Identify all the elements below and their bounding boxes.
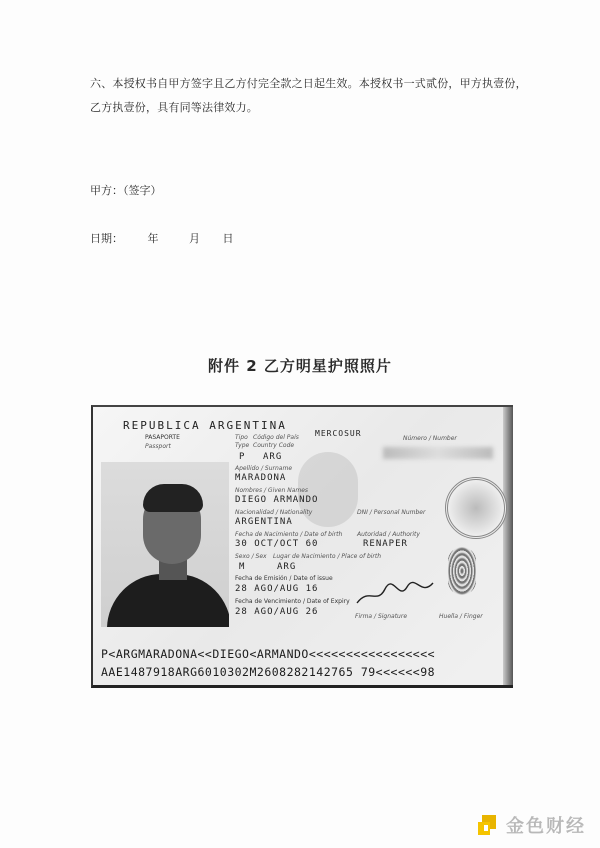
date-day: 日: [222, 232, 234, 245]
cap-number: Número / Number: [403, 435, 457, 442]
passport-type-value: P: [239, 452, 246, 462]
passport-surname: MARADONA: [235, 473, 287, 483]
cap-given-names: Nombres / Given Names: [235, 487, 309, 494]
mrz-line-2: AAE1487918ARG6010302M2608282142765 79<<<<<<98: [101, 665, 436, 679]
date-month: 月: [189, 232, 200, 245]
cap-date-of-birth: Fecha de Nacimiento / Date of birth: [235, 531, 343, 538]
watermark: [476, 812, 586, 838]
cap-nationality: Nacionalidad / Nationality: [235, 509, 313, 516]
golden-finance-logo-icon: [476, 813, 500, 837]
date-label: 日期：: [90, 232, 123, 245]
passport-expiry-date: 28 AGO/AUG 26: [235, 607, 319, 617]
party-a-signature-line: 甲方：（签字）: [90, 184, 162, 197]
cap-country-code-en: Country Code: [253, 442, 295, 449]
passport-sex: M: [239, 562, 246, 572]
cap-date-of-issue: Fecha de Emisión / Date of issue: [235, 575, 333, 582]
cap-type-en: Type: [235, 442, 250, 449]
mrz-line-1: P<ARGMARADONA<<DIEGO<ARMANDO<<<<<<<<<<<<<<<<<: [101, 647, 436, 661]
passport-birth-date: 30 OCT/OCT 60: [235, 539, 319, 549]
passport-seal-icon: [445, 477, 507, 539]
cap-country-code: Código del País: [253, 434, 299, 441]
passport-authority: RENAPER: [363, 539, 408, 549]
passport-portrait: [101, 462, 229, 627]
passport-doc-type-es: PASAPORTE: [145, 434, 180, 441]
passport-edge-shadow: [503, 407, 513, 685]
passport-issue-date: 28 AGO/AUG 16: [235, 584, 319, 594]
cap-type: Tipo: [235, 434, 248, 441]
passport-photo: [91, 405, 513, 688]
date-year: 年: [147, 232, 159, 245]
clause-six: 六、本授权书自甲方签字且乙方付完全款之日起生效。本授权书一式贰份，甲方执壹份，乙方执壹份，具有同等法律效力。: [90, 77, 527, 114]
passport-nationality: ARGENTINA: [235, 517, 293, 527]
watermark-text: 金色财经: [506, 816, 586, 837]
date-line: [90, 230, 234, 246]
passport-code-value: ARG: [263, 452, 283, 462]
redacted-passport-number: [383, 447, 493, 459]
cap-sex: Sexo / Sex: [235, 553, 267, 560]
cap-date-of-expiry: Fecha de Vencimiento / Date of Expiry: [235, 598, 350, 605]
cap-authority: Autoridad / Authority: [357, 531, 420, 538]
appendix-title: 附件 2 乙方明星护照照片: [208, 357, 392, 375]
cap-signature: Firma / Signature: [355, 613, 408, 620]
signature-icon: [355, 579, 435, 609]
passport-doc-type-en: Passport: [145, 443, 171, 450]
cap-surname: Apellido / Surname: [235, 465, 293, 472]
passport-birthplace: ARG: [277, 562, 297, 572]
fingerprint-icon: [448, 547, 476, 595]
cap-place-of-birth: Lugar de Nacimiento / Place of birth: [273, 553, 382, 560]
passport-bloc: MERCOSUR: [315, 429, 362, 438]
passport-given-names: DIEGO ARMANDO: [235, 495, 319, 505]
cap-finger: Huella / Finger: [439, 613, 483, 620]
cap-personal-number: DNI / Personal Number: [357, 509, 426, 516]
passport-country: REPUBLICA ARGENTINA: [123, 419, 287, 432]
